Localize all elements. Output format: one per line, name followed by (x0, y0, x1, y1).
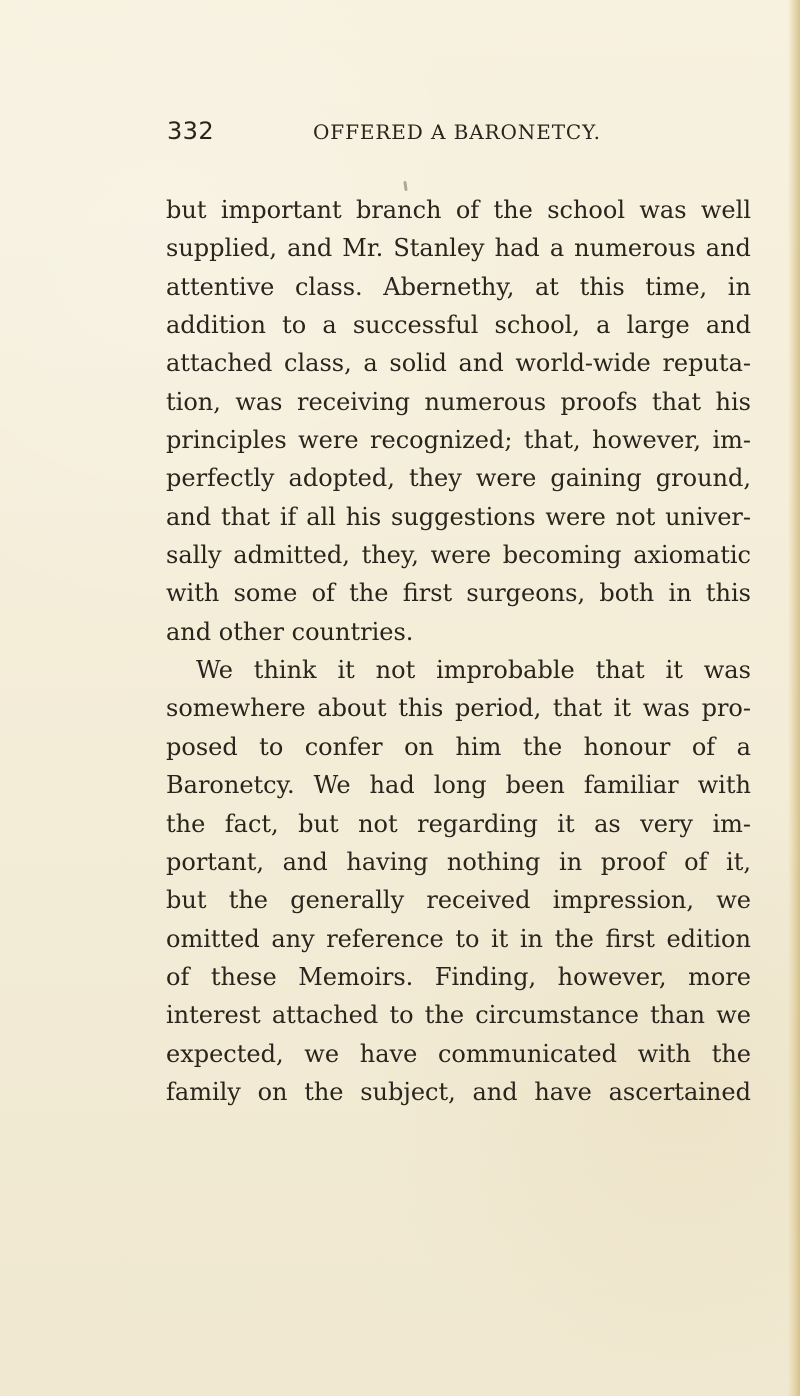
word: been (505, 771, 565, 800)
word: both (599, 579, 655, 608)
text-line (166, 805, 751, 843)
running-head: OFFERED A BARONETCY. (313, 120, 601, 144)
word: any (271, 924, 315, 953)
word: class. (294, 272, 363, 301)
word: proofs (560, 387, 638, 416)
word: however, (592, 426, 701, 455)
word: school (547, 196, 625, 224)
word: perfectly (166, 464, 275, 493)
word: and (458, 349, 504, 378)
word: think (253, 656, 317, 685)
word: to (389, 1001, 414, 1030)
word: were (430, 541, 492, 570)
word: a (549, 234, 565, 263)
word: branch (355, 196, 442, 224)
word: honour (583, 732, 671, 761)
word: im- (712, 426, 751, 455)
text-line (166, 229, 751, 267)
word: confer (304, 732, 383, 761)
word: we (716, 1001, 751, 1030)
word: time, (645, 272, 708, 301)
word: we (304, 1039, 340, 1068)
word: the (424, 1001, 465, 1030)
word: his (345, 502, 382, 531)
word: Mr. (342, 234, 384, 263)
word: and (287, 234, 333, 263)
word: proof (600, 847, 666, 876)
word: not (358, 809, 398, 838)
word: axiomatic (633, 541, 751, 570)
word: had (369, 771, 415, 800)
word: of (166, 962, 190, 991)
word: this (398, 694, 444, 723)
word: were (545, 502, 606, 531)
word: of (691, 732, 716, 761)
word: world-wide (515, 349, 651, 378)
word: We (313, 771, 351, 800)
word: somewhere (166, 694, 306, 723)
word: in (668, 579, 692, 608)
word: successful (352, 311, 479, 340)
word: principles (166, 426, 287, 455)
word: the (304, 1077, 344, 1106)
word: in (519, 924, 543, 953)
word: important (220, 196, 342, 224)
word: and (282, 847, 328, 876)
word: not (375, 656, 416, 685)
word: attentive (166, 272, 275, 301)
word: it (613, 694, 631, 723)
word: on (257, 1077, 288, 1106)
word: the (554, 924, 594, 953)
word: was (639, 196, 687, 224)
text-line (166, 383, 751, 421)
word: to (259, 732, 284, 761)
text-line (166, 613, 751, 651)
word: circumstance (475, 1001, 639, 1030)
word: attached (166, 349, 273, 378)
text-line (166, 536, 751, 574)
word: familiar (583, 771, 679, 800)
word: first (402, 579, 453, 608)
text-line (166, 574, 751, 612)
word: as (594, 809, 621, 838)
word: supplied, (166, 234, 278, 263)
word: suggestions (391, 502, 536, 531)
word: that, (523, 426, 581, 455)
word: the (711, 1039, 751, 1068)
text-line (166, 728, 751, 766)
word: of (455, 196, 480, 224)
word: on (404, 732, 435, 761)
word: this (705, 579, 751, 608)
word: they, (361, 541, 419, 570)
word: first (605, 924, 655, 953)
word: gaining (550, 464, 642, 493)
word: period, (455, 694, 542, 723)
word: We (196, 656, 233, 685)
word: expected, (166, 1039, 284, 1068)
page-header (167, 117, 637, 151)
word: portant, (166, 847, 264, 876)
word: countries. (291, 617, 414, 646)
word: reference (326, 924, 444, 953)
word: and (166, 502, 212, 531)
word: but (166, 886, 207, 915)
text-line (166, 996, 751, 1034)
text-line (166, 306, 751, 344)
word: very (640, 809, 693, 838)
text-line (166, 344, 751, 382)
word: some (233, 579, 298, 608)
word: numerous (574, 234, 696, 263)
word: it (665, 656, 683, 685)
word: regarding (417, 809, 538, 838)
word: about (317, 694, 387, 723)
word: it (337, 656, 355, 685)
text-line (166, 498, 751, 536)
word: school, (494, 311, 580, 340)
word: however, (557, 962, 667, 991)
word: ascertained (608, 1077, 751, 1106)
word: with (166, 579, 220, 608)
word: edition (666, 924, 751, 953)
word: have (359, 1039, 418, 1068)
word: Abernethy, (383, 272, 515, 301)
text-line (166, 459, 751, 497)
word: family (166, 1077, 241, 1106)
word: and (472, 1077, 518, 1106)
word: posed (166, 732, 238, 761)
word: a (596, 311, 611, 340)
word: well (700, 196, 751, 224)
word: numerous (424, 387, 547, 416)
word: omitted (166, 924, 260, 953)
text-line (166, 1073, 751, 1111)
word: more (688, 962, 751, 991)
word: generally (290, 886, 405, 915)
word: to (282, 311, 307, 340)
word: in (559, 847, 583, 876)
word: interest (166, 1001, 261, 1030)
word: and (705, 234, 751, 263)
word: if (279, 502, 297, 531)
word: that (651, 387, 702, 416)
word: reputa- (662, 349, 751, 378)
word: have (534, 1077, 592, 1106)
word: were (475, 464, 537, 493)
word: class, (284, 349, 352, 378)
word: not (615, 502, 656, 531)
word: sally (166, 541, 222, 570)
word: had (494, 234, 540, 263)
word: the (166, 809, 206, 838)
word: in (727, 272, 751, 301)
text-line (166, 421, 751, 459)
word: a (363, 349, 378, 378)
word: attached (271, 1001, 379, 1030)
word: it, (726, 847, 751, 876)
word: it (557, 809, 575, 838)
word: univer- (665, 502, 751, 531)
word: admitted, (233, 541, 350, 570)
word: im- (712, 809, 751, 838)
text-line (166, 651, 751, 689)
word: him (455, 732, 502, 761)
word: that (220, 502, 271, 531)
text-line (166, 191, 751, 229)
word: tion, (166, 387, 221, 416)
word: his (715, 387, 751, 416)
word: ground, (655, 464, 751, 493)
text-line (166, 1035, 751, 1073)
word: communicated (437, 1039, 617, 1068)
page-number: 332 (167, 117, 215, 145)
word: adopted, (288, 464, 395, 493)
word: but (298, 809, 339, 838)
text-line (166, 881, 751, 919)
word: subject, (360, 1077, 456, 1106)
paper-speck (403, 181, 407, 191)
word: with (697, 771, 751, 800)
word: the (349, 579, 389, 608)
word: impression, (552, 886, 695, 915)
word: than (650, 1001, 705, 1030)
word: at (535, 272, 559, 301)
word: these (210, 962, 277, 991)
word: were (298, 426, 359, 455)
text-line (166, 766, 751, 804)
word: becoming (502, 541, 622, 570)
text-line (166, 843, 751, 881)
text-line (166, 268, 751, 306)
text-line (166, 958, 751, 996)
word: this (579, 272, 625, 301)
word: long (433, 771, 487, 800)
word: improbable (436, 656, 575, 685)
word: that (552, 694, 602, 723)
word: recognized; (370, 426, 513, 455)
word: Stanley (393, 234, 485, 263)
word: of (684, 847, 708, 876)
word: other (218, 617, 285, 646)
word: was (642, 694, 690, 723)
word: nothing (446, 847, 541, 876)
text-line (166, 689, 751, 727)
word: pro- (701, 694, 751, 723)
word: of (311, 579, 335, 608)
word: the (522, 732, 563, 761)
body-text (166, 191, 751, 1111)
text-line (166, 920, 751, 958)
word: addition (166, 311, 266, 340)
word: the (493, 196, 533, 224)
word: Baronetcy. (166, 771, 295, 800)
word: Finding, (434, 962, 537, 991)
word: they (408, 464, 462, 493)
word: receiving (296, 387, 411, 416)
word: fact, (224, 809, 279, 838)
word: all (306, 502, 336, 531)
word: surgeons, (466, 579, 586, 608)
word: with (637, 1039, 691, 1068)
word: Memoirs. (298, 962, 414, 991)
word: to (455, 924, 480, 953)
word: a (322, 311, 337, 340)
word: we (716, 886, 751, 915)
word: solid (389, 349, 447, 378)
word: received (426, 886, 531, 915)
word: and (705, 311, 751, 340)
word: that (595, 656, 645, 685)
word: a (736, 732, 751, 761)
word: it (490, 924, 509, 953)
word: was (235, 387, 283, 416)
word: the (228, 886, 268, 915)
page-edge (788, 0, 800, 1396)
word: having (346, 847, 429, 876)
word: large (626, 311, 690, 340)
word: was (703, 656, 751, 685)
word: but (166, 196, 207, 224)
word: and (166, 617, 212, 646)
